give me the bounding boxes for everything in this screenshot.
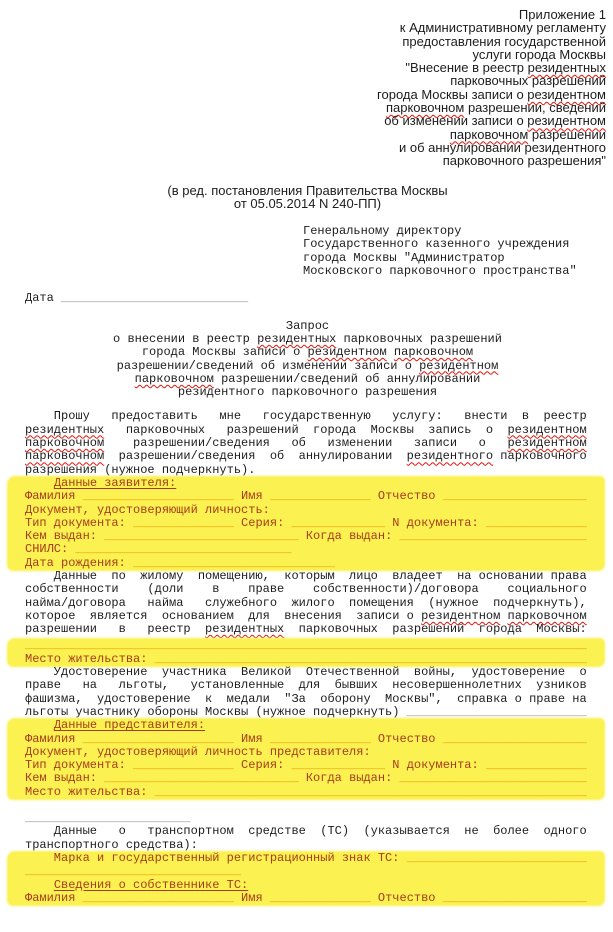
misspelled-word: резидентного [406,449,494,464]
misspelled-word: резидентном [419,358,499,373]
doc-line: парковочных разрешений [450,73,606,89]
blank-field-line: _____________________ [82,489,234,504]
doc-line: Тип документа: ______________ Серия: _____________ N документа: ______________ [25,758,587,773]
vehicle-heading [25,812,590,852]
doc-line: Дата рождения: ____________________________ [25,555,335,570]
doc-line: парковочном разрешении/сведения об аннулировании резидентного парковочного [25,449,587,464]
doc-line: парковочном разрешении/сведений об аннулировании [134,371,481,386]
doc-line: собственности (доли в праве собственности)/договора социального [25,582,587,597]
doc-line: Данные по жилому помещению, которым лицо владеет на основании права [25,568,587,583]
doc-line: парковочном разрешении [449,126,606,142]
blank-field-line: ______________ [133,758,234,773]
misspelled-word: резидентном [307,345,387,360]
misspelled-word: резидентных [205,622,285,637]
blank-field-line: __________________________ [61,291,249,306]
blank-field-line: ____________________________ [133,555,335,570]
doc-line: Тип документа: ______________ Серия: _____________ N документа: ______________ [25,515,587,530]
doc-line: Место жительства: ____________________________________________________________ [25,784,587,799]
addressee-block [303,225,590,278]
misspelled-word: парковочном [449,126,529,142]
misspelled-word: резидентных [527,60,606,76]
date-line [25,292,590,305]
blank-field-line: ______________________________ [25,864,242,879]
misspelled-word: парковочном [25,449,105,464]
misspelled-word: резидентном [527,113,606,129]
doc-line: от 05.05.2014 N 240-ПП) [233,195,382,211]
misspelled-word: резидентном [527,86,606,102]
doc-line: Генеральному директору [303,224,462,239]
doc-line: Место жительства: ____________________________________________________________ [25,651,587,666]
doc-line: города Москвы "Администратор [303,250,505,265]
doc-line: предоставления государственной [402,33,606,49]
doc-line: Дата __________________________ [25,291,249,306]
doc-line: Документ, удостоверяющий личность представителя: [25,744,371,759]
blank-field-line: ______________________________ [75,542,292,557]
doc-line: разрешения (нужное подчеркнуть). [25,462,256,477]
doc-line: Кем выдан: ___________________________ Когда выдан: __________________________ [25,771,587,786]
doc-line: которое является основанием для внесения записи о резидентном парковочном [25,608,587,623]
doc-line: города Москвы записи о резидентном [377,86,606,102]
blank-field-line: _____________ [291,758,386,773]
doc-line: Документ, удостоверяющий личность: [25,502,270,517]
underlined-heading: Данные представителя: [53,718,206,733]
misspelled-word: парковочном [134,371,214,386]
request-body-paragraph [25,410,590,476]
underlined-heading: Сведения о собственнике ТС: [53,877,249,892]
doc-line [25,639,592,652]
doc-line: Государственного казенного учреждения [303,237,570,252]
edict-reference [25,184,590,211]
misspelled-word: парковочном [393,345,474,360]
doc-line [25,865,592,878]
doc-line: Прошу предоставить мне государственную услугу: внести в реестр [25,409,587,424]
blank-field-line: _____________ [291,515,386,530]
doc-line: Кем выдан: ___________________________ Когда выдан: __________________________ [25,529,587,544]
blank-field-line: _____________________ [82,731,234,746]
doc-line [25,719,592,732]
doc-line: Марка и государственный регистрационный знак ТС: _________________________ [25,850,587,865]
blank-field-line: ___________________________ [104,529,299,544]
doc-line: парковочном разрешении/сведения об изменении записи о резидентном [25,436,587,451]
doc-line: о внесении в реестр резидентных парковочных разрешений [113,331,502,346]
doc-line: транспортного средства): [25,837,198,852]
doc-line: праве на льготы, установленные для бывших несовершеннолетних узников [25,678,587,693]
misspelled-word: парковочном [507,608,587,623]
blank-field-line: _____________________ [82,890,234,905]
blank-field-line: _________________________ [406,704,587,719]
blank-field-line: ______________________________________________________________________________ [25,638,587,653]
blank-field-line: _______________________ [25,811,191,826]
misspelled-word: резидентных [25,422,105,437]
header-right [25,8,606,168]
doc-line: Московского парковочного пространства" [303,264,577,279]
doc-line [25,879,592,892]
misspelled-word: резидентном [421,608,501,623]
doc-line: парковочном разрешении, сведений [385,100,606,116]
veteran-paragraph [25,666,590,719]
doc-line: разрешении/сведений об изменении записи о резидентном [116,358,499,373]
request-title [25,320,590,400]
doc-line: услуги города Москвы [472,46,606,62]
doc-line: резидентного парковочного разрешения [177,385,438,400]
doc-line: Фамилия _____________________ Имя ______________ Отчество ____________________ [25,731,587,746]
blank-field-line: __________________________ [399,529,587,544]
blank-field-line: ______________ [485,758,587,773]
doc-line: Данные о транспортном средстве (ТС) (указывается не более одного [25,824,587,839]
blank-field-line: ____________________________________________________________ [154,651,587,666]
vehicle-data-section [8,852,604,905]
doc-line: найма/договора найма служебного жилого помещения (нужное подчеркнуть), [25,595,587,610]
misspelled-word: парковочном [385,100,465,116]
doc-line: города Москвы записи о резидентном парковочном [141,345,474,360]
misspelled-word: резидентном [507,422,587,437]
doc-line: Фамилия _____________________ Имя ______________ Отчество ____________________ [25,890,587,905]
misspelled-word: резидентном [507,436,587,451]
blank-field-line: ___________________________ [104,771,299,786]
doc-line: разрешении в реестр резидентных парковочных разрешений города Москвы: [25,622,587,637]
blank-field-line: ______________ [269,890,371,905]
misspelled-word: парковочном [25,436,105,451]
doc-line: "Внесение в реестр резидентных [405,60,606,76]
doc-line: Фамилия _____________________ Имя ______________ Отчество ____________________ [25,489,587,504]
blank-field-line: ____________________ [442,489,587,504]
doc-line [25,477,592,490]
applicant-data-section [8,477,604,570]
underlined-heading: Данные заявителя: [53,475,177,490]
blank-field-line: ____________________ [442,890,587,905]
doc-line: СНИЛС: ______________________________ [25,542,292,557]
doc-line: Запрос [285,318,330,333]
doc-line: к Административному регламенту [399,20,606,36]
residence-section [8,639,604,666]
blank-field-line: ______________ [269,731,371,746]
doc-line: Удостоверение участника Великой Отечественной войны, удостоверение о [25,665,587,680]
doc-line: парковочного разрешения" [442,153,606,169]
blank-field-line: _________________________ [406,850,587,865]
doc-line: Приложение 1 [518,7,606,22]
blank-field-line: ______________ [485,515,587,530]
blank-field-line: __________________________ [399,771,587,786]
doc-line: резидентных парковочных разрешений города Москвы запись о резидентном [25,422,587,437]
blank-field-line: ______________ [133,515,234,530]
representative-data-section [8,719,604,799]
doc-line: льготы участнику обороны Москвы (нужное подчеркнуть) _________________________ [25,704,587,719]
misspelled-word: резидентных [257,331,337,346]
doc-line: фашизма, удостоверение к медали "За оборону Москвы", справка о праве на [25,691,587,706]
blank-field-line: ____________________ [442,731,587,746]
doc-line [25,812,590,825]
doc-line: (в ред. постановления Правительства Москвы [167,182,448,198]
blank-field-line: ____________________________________________________________ [154,784,587,799]
doc-line: об изменении записи о резидентном [384,113,606,129]
housing-paragraph [25,570,590,636]
blank-field-line: ______________ [269,489,371,504]
doc-line: и об аннулировании резидентного [398,139,606,155]
